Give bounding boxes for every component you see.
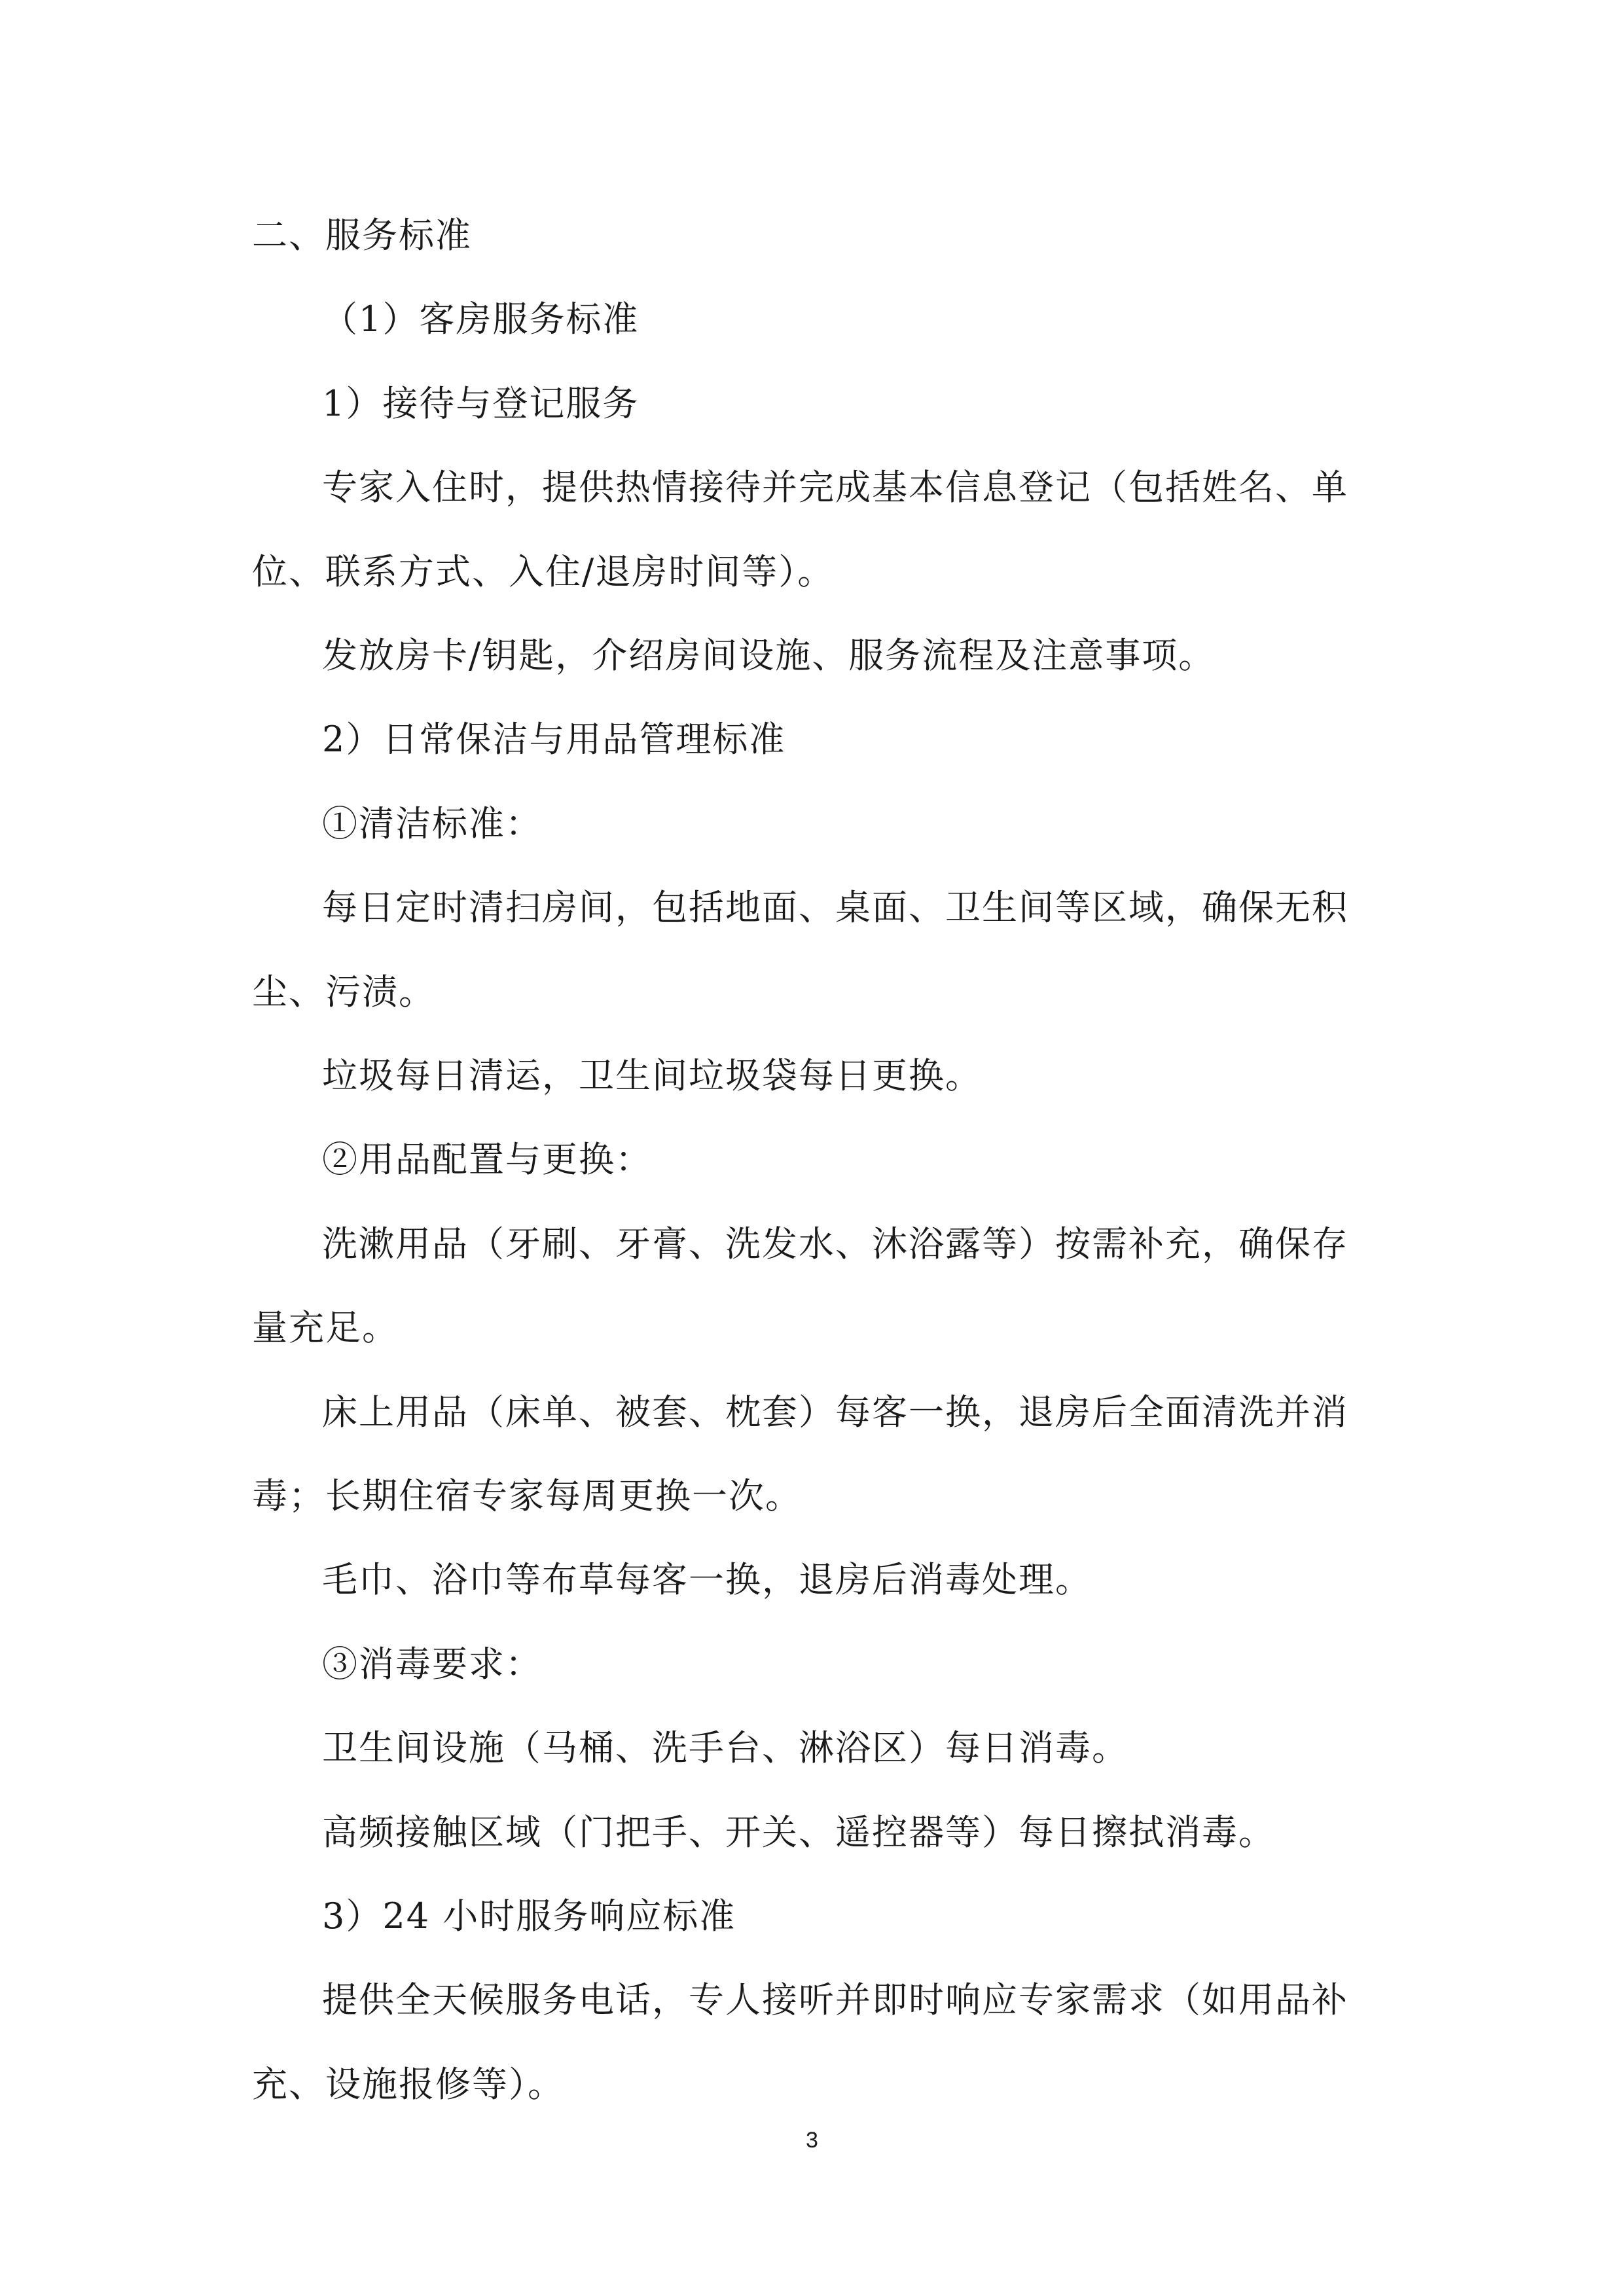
sub-item-title: ②用品配置与更换： xyxy=(322,1139,652,1180)
item-title-reception: 1）接待与登记服务 xyxy=(322,383,640,424)
paragraph-line: 卫生间设施（马桶、洗手台、淋浴区）每日消毒。 xyxy=(322,1727,1128,1768)
paragraph-line: 毒；长期住宿专家每周更换一次。 xyxy=(252,1475,802,1516)
paragraph-line: 提供全天候服务电话，专人接听并即时响应专家需求（如用品补 xyxy=(322,1979,1348,2020)
page-number: 3 xyxy=(806,2128,818,2153)
subsection-heading: （1）客房服务标准 xyxy=(322,298,640,340)
paragraph-line: 位、联系方式、入住/退房时间等）。 xyxy=(252,551,835,592)
paragraph-line: 高频接触区域（门把手、开关、遥控器等）每日擦拭消毒。 xyxy=(322,1812,1275,1853)
paragraph-line: 量充足。 xyxy=(252,1307,399,1348)
paragraph-line: 充、设施报修等）。 xyxy=(252,2064,564,2105)
paragraph-line: 毛巾、浴巾等布草每客一换，退房后消毒处理。 xyxy=(322,1559,1092,1600)
paragraph-line: 尘、污渍。 xyxy=(252,971,435,1013)
paragraph-line: 垃圾每日清运，卫生间垃圾袋每日更换。 xyxy=(322,1055,982,1096)
sub-item-title: ③消毒要求： xyxy=(322,1643,542,1685)
paragraph-line: 专家入住时，提供热情接待并完成基本信息登记（包括姓名、单 xyxy=(322,467,1348,508)
sub-item-title: ①清洁标准： xyxy=(322,803,542,844)
paragraph-line: 床上用品（床单、被套、枕套）每客一换，退房后全面清洗并消 xyxy=(322,1391,1348,1433)
item-title-cleaning: 2）日常保洁与用品管理标准 xyxy=(322,719,786,760)
paragraph-line: 发放房卡/钥匙，介绍房间设施、服务流程及注意事项。 xyxy=(322,635,1216,676)
paragraph-line: 洗漱用品（牙刷、牙膏、洗发水、沐浴露等）按需补充，确保存 xyxy=(322,1223,1348,1265)
paragraph-line: 每日定时清扫房间，包括地面、桌面、卫生间等区域，确保无积 xyxy=(322,887,1348,928)
item-title-response: 3）24 小时服务响应标准 xyxy=(322,1895,736,1937)
section-heading: 二、服务标准 xyxy=(252,215,472,256)
